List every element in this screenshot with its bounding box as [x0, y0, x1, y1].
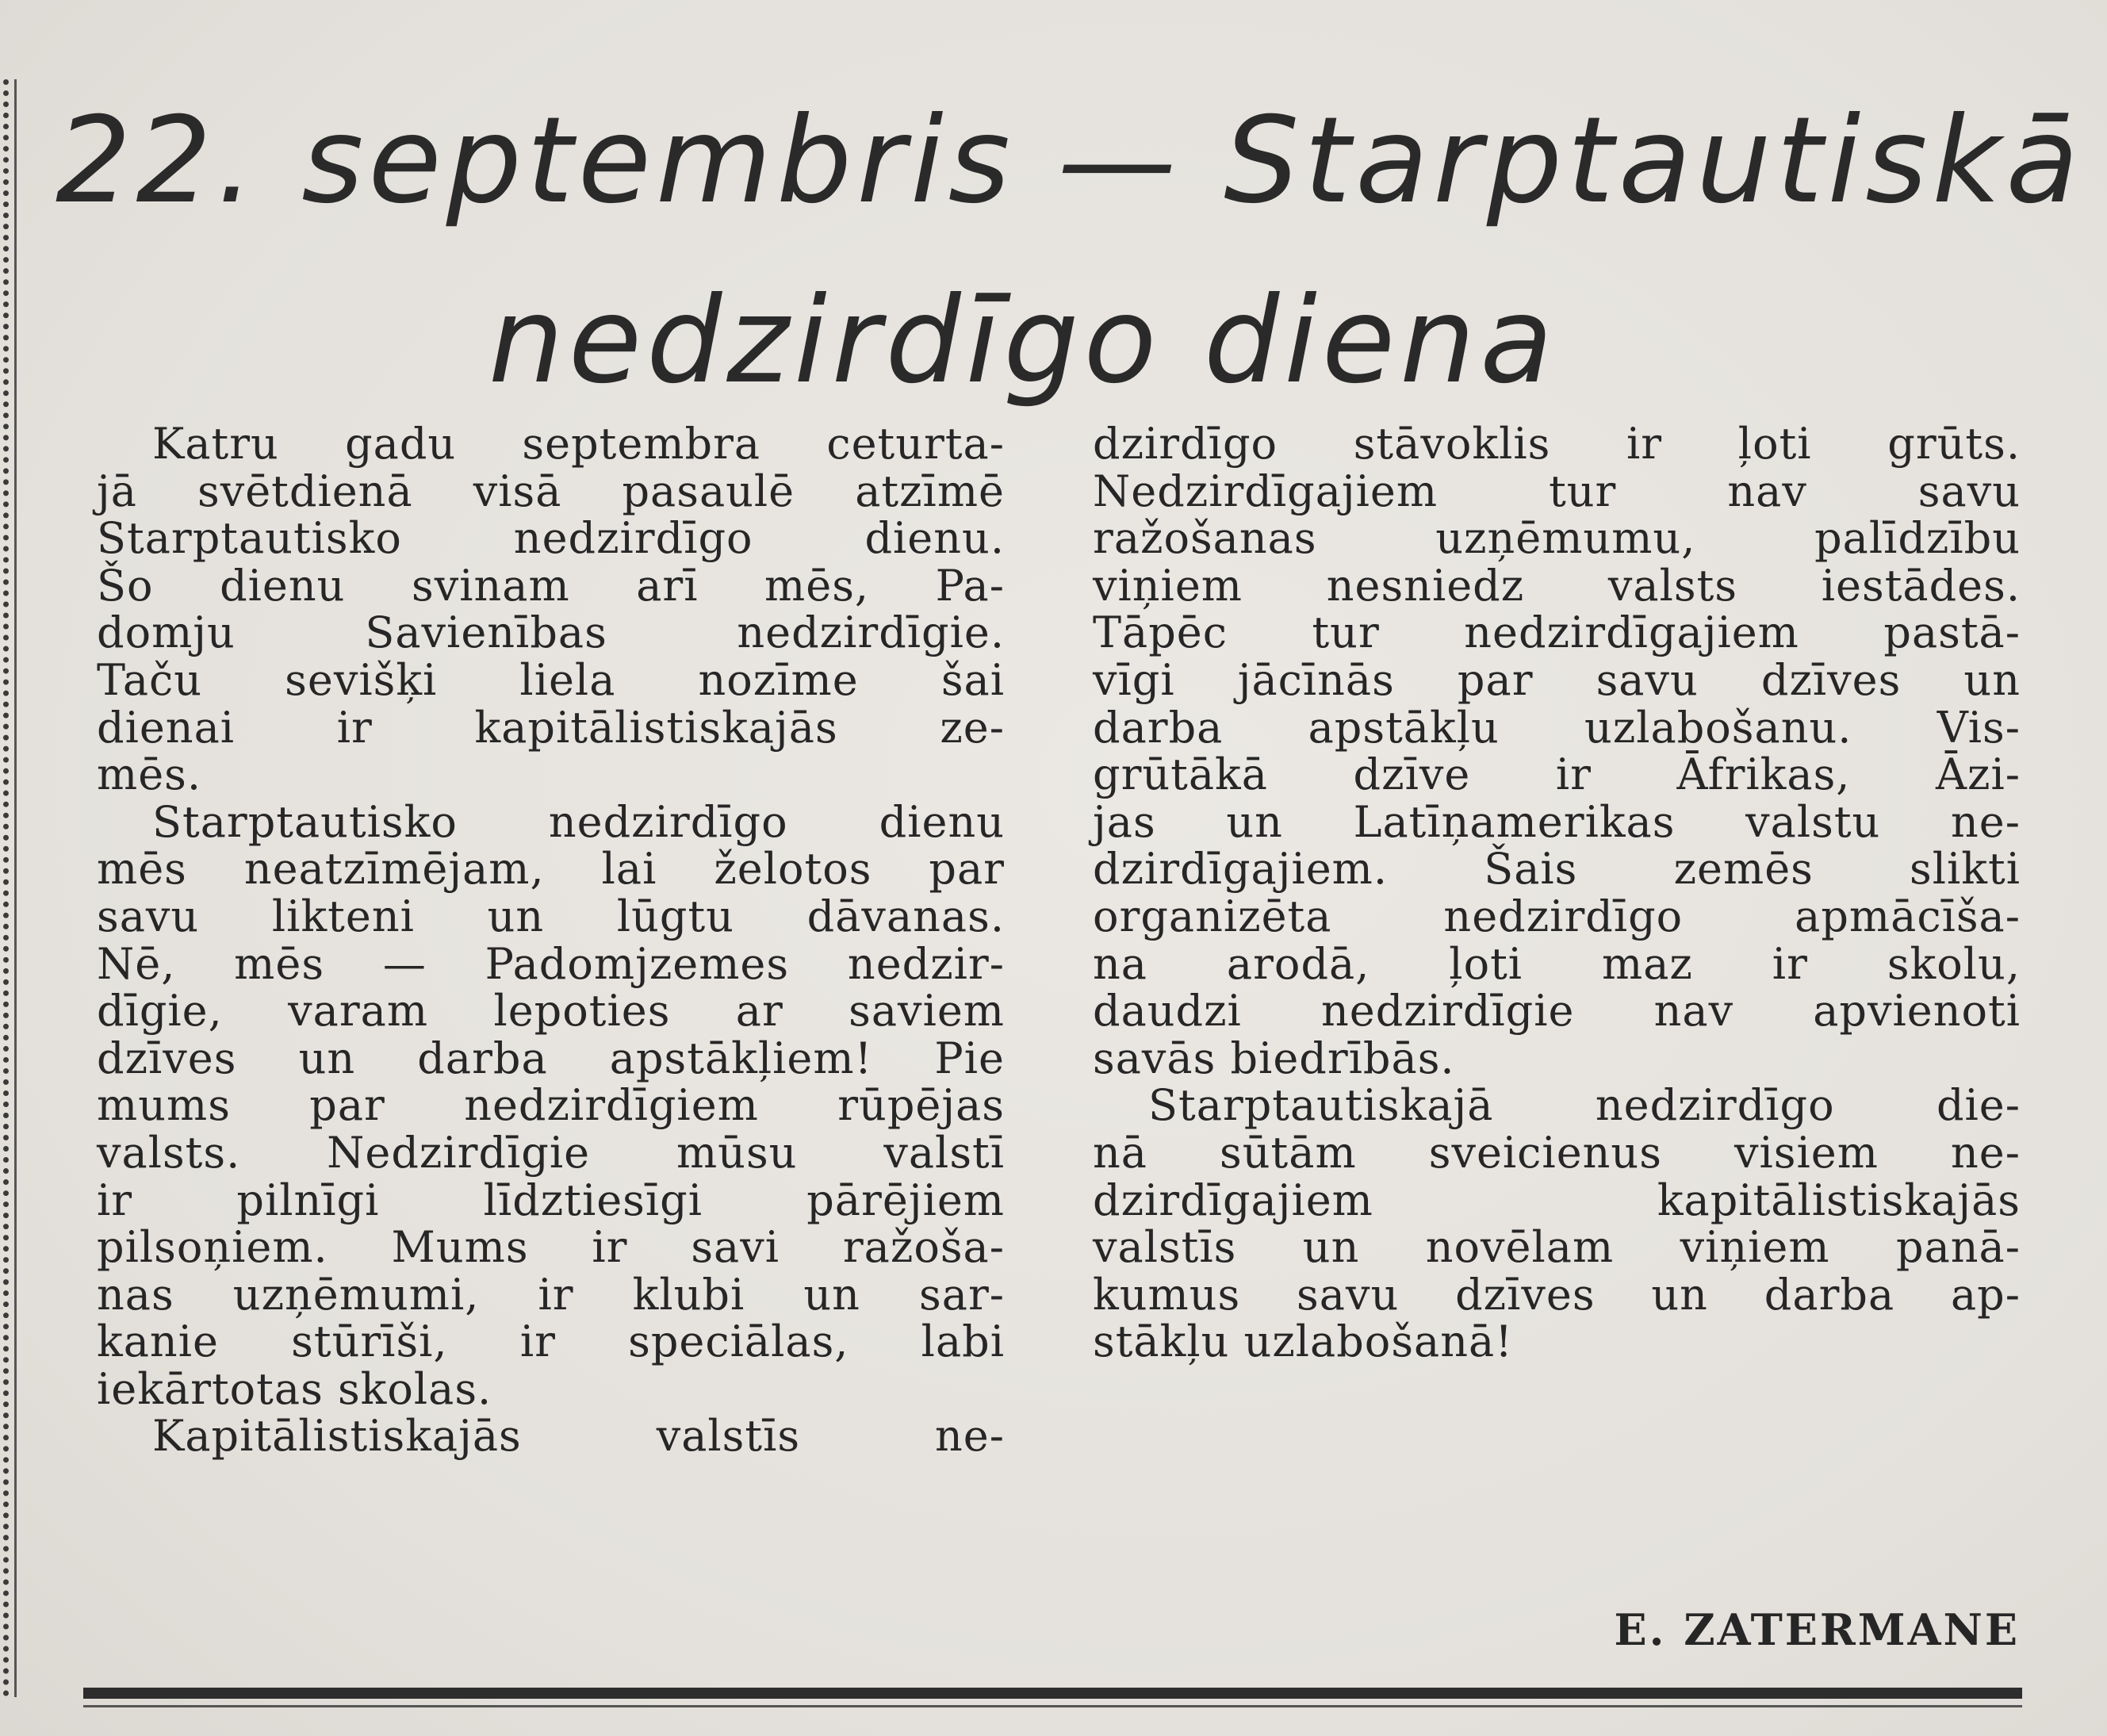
left-border-line — [14, 79, 17, 1697]
text-line: mums par nedzirdīgiem rūpējas — [97, 1080, 1005, 1131]
text-line: ir pilnīgi līdztiesīgi pārējiem — [97, 1175, 1005, 1225]
text-line: domju Savienības nedzirdīgie. — [97, 607, 1005, 658]
text-line: jā svētdienā visā pasaulē atzīmē — [97, 466, 1005, 516]
text-line: Starptautiskajā nedzirdīgo die- — [1148, 1080, 2021, 1131]
text-line: Nē, mēs — Padomjzemes nedzir- — [97, 938, 1005, 989]
text-line: valsts. Nedzirdīgie mūsu valstī — [97, 1127, 1005, 1178]
text-line: vīgi jācīnās par savu dzīves un — [1093, 654, 2021, 705]
text-line: kumus savu dzīves un darba ap- — [1093, 1269, 2021, 1320]
text-line: grūtākā dzīve ir Āfrikas, Āzi- — [1093, 749, 2021, 800]
text-line: daudzi nedzirdīgie nav apvienoti — [1093, 986, 2021, 1037]
text-line: viņiem nesniedz valsts iestādes. — [1093, 560, 2021, 611]
text-line: dzirdīgajiem kapitālistiskajās — [1093, 1175, 2021, 1225]
bottom-rule — [83, 1688, 2022, 1699]
text-line: pilsoņiem. Mums ir savi ražoša- — [97, 1222, 1005, 1273]
text-line: iekārtotas skolas. — [97, 1363, 492, 1414]
text-line: jas un Latīņamerikas valstu ne- — [1093, 796, 2021, 847]
text-line: na arodā, ļoti maz ir skolu, — [1093, 938, 2021, 989]
text-line: Katru gadu septembra ceturta- — [152, 419, 1005, 469]
text-line: Starptautisko nedzirdīgo dienu. — [97, 513, 1005, 564]
text-line: mēs. — [97, 749, 202, 800]
text-line: Taču sevišķi liela nozīme šai — [97, 654, 1005, 705]
left-dotted-rule — [3, 79, 9, 1697]
headline-line-1: 22. septembris — Starptautiskā — [56, 92, 2084, 230]
text-line: stākļu uzlabošanā! — [1093, 1316, 1513, 1367]
text-line: mēs neatzīmējam, lai želotos par — [97, 844, 1005, 895]
text-line: savu likteni un lūgtu dāvanas. — [97, 891, 1005, 941]
text-line: dzirdīgajiem. Šais zemēs slikti — [1093, 844, 2021, 895]
article-column-right — [1093, 420, 2021, 1366]
text-line: dienai ir kapitālistiskajās ze- — [97, 702, 1005, 753]
text-line: dzirdīgo stāvoklis ir ļoti grūts. — [1093, 419, 2021, 469]
text-line: dzīves un darba apstākļiem! Pie — [97, 1033, 1005, 1083]
text-line: nā sūtām sveicienus visiem ne- — [1093, 1127, 2021, 1178]
text-line: Nedzirdīgajiem tur nav savu — [1093, 466, 2021, 516]
headline-line-2: nedzirdīgo diena — [488, 272, 1558, 410]
text-line: dīgie, varam lepoties ar saviem — [97, 986, 1005, 1037]
text-line: nas uzņēmumi, ir klubi un sar- — [97, 1269, 1005, 1320]
bottom-rule-thin — [83, 1705, 2022, 1707]
text-line: Kapitālistiskajās valstīs ne- — [152, 1411, 1005, 1462]
text-line: kanie stūrīši, ir speciālas, labi — [97, 1316, 1005, 1367]
text-line: Šo dienu svinam arī mēs, Pa- — [97, 560, 1005, 611]
text-line: organizēta nedzirdīgo apmācīša- — [1093, 891, 2021, 941]
article-column-left — [97, 420, 1005, 1460]
text-line: ražošanas uzņēmumu, palīdzību — [1093, 513, 2021, 564]
text-line: valstīs un novēlam viņiem panā- — [1093, 1222, 2021, 1273]
text-line: darba apstākļu uzlabošanu. Vis- — [1093, 702, 2021, 753]
text-line: savās biedrībās. — [1093, 1033, 1455, 1083]
text-line: Starptautisko nedzirdīgo dienu — [152, 796, 1005, 847]
author-signature: E. ZATERMANE — [1614, 1604, 2020, 1655]
text-line: Tāpēc tur nedzirdīgajiem pastā- — [1093, 607, 2021, 658]
